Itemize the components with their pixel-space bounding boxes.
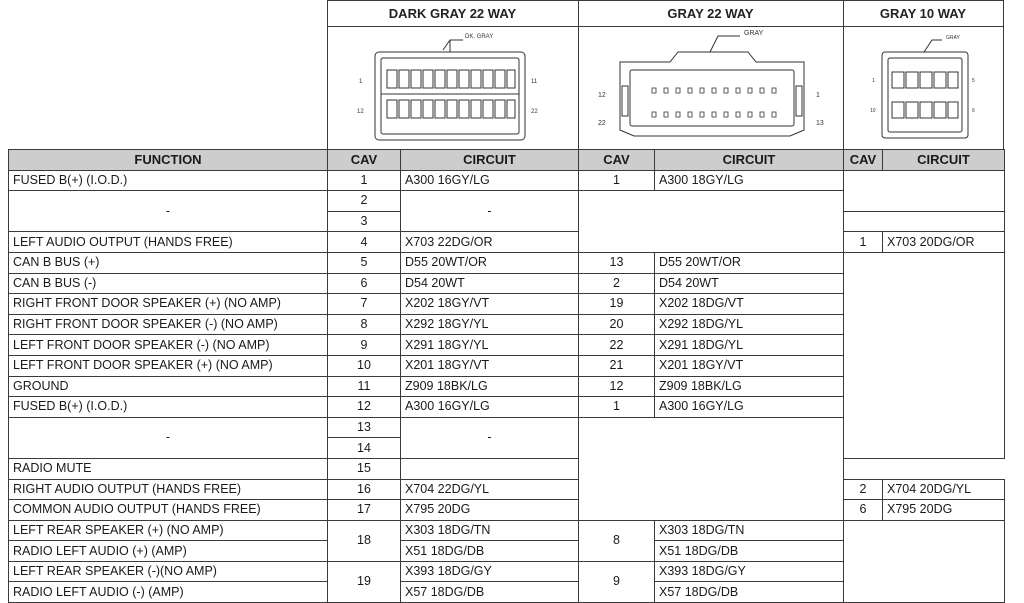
divider-mid — [578, 0, 579, 150]
function-cell: LEFT REAR SPEAKER (-)(NO AMP) — [9, 561, 328, 582]
svg-text:22: 22 — [598, 120, 606, 127]
callout-gray-10: GRAY — [946, 35, 960, 41]
cav-cell: 5 — [328, 252, 401, 273]
table-row — [9, 479, 1005, 500]
cav-cell: 6 — [328, 273, 401, 294]
circuit-cell: X703 20DG/OR — [883, 232, 1005, 253]
circuit-cell: Z909 18BK/LG — [401, 376, 579, 397]
function-cell: GROUND — [9, 376, 328, 397]
header-circuit: CIRCUIT — [401, 150, 579, 171]
cav-cell: 19 — [579, 294, 655, 315]
cav-cell: 1 — [328, 170, 401, 191]
function-cell: RADIO MUTE — [9, 458, 328, 479]
svg-text:1: 1 — [816, 92, 820, 99]
cav-cell: 1 — [579, 170, 655, 191]
connector-diagram-gray-22 — [590, 26, 835, 146]
empty-cell — [844, 520, 1005, 602]
svg-text:5: 5 — [972, 78, 975, 84]
circuit-cell: A300 18GY/LG — [655, 170, 844, 191]
empty-cell — [844, 252, 1005, 458]
svg-text:12: 12 — [598, 92, 606, 99]
cav-cell: 1 — [844, 232, 883, 253]
cav-cell: 3 — [328, 211, 401, 232]
connector-title-dark-gray-22: DARK GRAY 22 WAY — [388, 6, 517, 21]
function-cell: COMMON AUDIO OUTPUT (HANDS FREE) — [9, 500, 328, 521]
cav-cell: 10 — [328, 355, 401, 376]
header-function: FUNCTION — [9, 150, 328, 171]
divider-edge — [1003, 0, 1004, 150]
circuit-cell: X703 22DG/OR — [401, 232, 579, 253]
empty-cell — [844, 170, 1005, 211]
circuit-cell: - — [401, 191, 579, 232]
empty-cell — [579, 191, 844, 253]
circuit-cell: X704 22DG/YL — [401, 479, 579, 500]
circuit-cell: A300 16GY/LG — [401, 170, 579, 191]
circuit-cell: Z909 18BK/LG — [655, 376, 844, 397]
circuit-cell: X201 18GY/VT — [401, 355, 579, 376]
circuit-cell: D54 20WT — [401, 273, 579, 294]
circuit-cell: A300 16GY/LG — [655, 397, 844, 418]
circuit-cell: D55 20WT/OR — [655, 252, 844, 273]
svg-text:11: 11 — [531, 79, 538, 85]
cav-cell: 9 — [579, 561, 655, 602]
circuit-cell: A300 16GY/LG — [401, 397, 579, 418]
circuit-cell: X795 20DG — [401, 500, 579, 521]
connector-title-gray-10: GRAY 10 WAY — [879, 6, 967, 21]
function-cell: LEFT FRONT DOOR SPEAKER (-) (NO AMP) — [9, 335, 328, 356]
table-row — [9, 520, 1005, 541]
pinout-table — [8, 149, 1005, 603]
cav-cell: 22 — [579, 335, 655, 356]
table-row — [9, 232, 1005, 253]
circuit-cell: X393 18DG/GY — [655, 561, 844, 582]
table-row — [9, 458, 1005, 479]
svg-text:13: 13 — [816, 120, 824, 127]
circuit-cell: X292 18DG/YL — [655, 314, 844, 335]
cav-cell: 19 — [328, 561, 401, 602]
svg-text:1: 1 — [872, 78, 875, 84]
table-row — [9, 500, 1005, 521]
circuit-cell: X291 18DG/YL — [655, 335, 844, 356]
circuit-cell: D55 20WT/OR — [401, 252, 579, 273]
circuit-cell: - — [401, 417, 579, 458]
connector-diagram-gray-10 — [862, 30, 990, 145]
function-cell: RADIO LEFT AUDIO (+) (AMP) — [9, 541, 328, 562]
circuit-cell: D54 20WT — [655, 273, 844, 294]
function-cell: LEFT REAR SPEAKER (+) (NO AMP) — [9, 520, 328, 541]
top-border — [327, 0, 1004, 1]
circuit-cell: X51 18DG/DB — [401, 541, 579, 562]
cav-cell: 21 — [579, 355, 655, 376]
header-cav: CAV — [328, 150, 401, 171]
cav-cell: 2 — [844, 479, 883, 500]
function-cell: - — [9, 191, 328, 232]
divider-right — [843, 0, 844, 150]
svg-text:10: 10 — [870, 108, 876, 114]
cav-cell: 8 — [579, 520, 655, 561]
table-row — [9, 170, 1005, 191]
cav-cell: 6 — [844, 500, 883, 521]
divider-left — [327, 0, 328, 150]
circuit-cell: X292 18GY/YL — [401, 314, 579, 335]
cav-cell: 12 — [328, 397, 401, 418]
circuit-cell: X795 20DG — [883, 500, 1005, 521]
function-cell: - — [9, 417, 328, 458]
function-cell: FUSED B(+) (I.O.D.) — [9, 397, 328, 418]
callout-dk-gray: DK. GRAY — [465, 34, 494, 40]
circuit-cell: X303 18DG/TN — [655, 520, 844, 541]
cav-cell: 13 — [328, 417, 401, 438]
circuit-cell: X57 18DG/DB — [655, 582, 844, 603]
function-cell: RIGHT AUDIO OUTPUT (HANDS FREE) — [9, 479, 328, 500]
function-cell: RIGHT FRONT DOOR SPEAKER (+) (NO AMP) — [9, 294, 328, 315]
empty-cell — [844, 211, 1005, 232]
function-cell: RADIO LEFT AUDIO (-) (AMP) — [9, 582, 328, 603]
circuit-cell: X201 18GY/VT — [655, 355, 844, 376]
cav-cell: 1 — [579, 397, 655, 418]
function-cell: CAN B BUS (-) — [9, 273, 328, 294]
function-cell: CAN B BUS (+) — [9, 252, 328, 273]
cav-cell: 11 — [328, 376, 401, 397]
cav-cell: 7 — [328, 294, 401, 315]
circuit-cell: X303 18DG/TN — [401, 520, 579, 541]
cav-cell: 12 — [579, 376, 655, 397]
svg-text:6: 6 — [972, 108, 975, 114]
connector-diagram-dark-gray-22 — [345, 28, 565, 146]
cav-cell: 13 — [579, 252, 655, 273]
table-header-row — [9, 150, 1005, 171]
cav-cell: 14 — [328, 438, 401, 459]
header-circuit: CIRCUIT — [655, 150, 844, 171]
empty-cell — [579, 417, 844, 520]
circuit-cell: X202 18DG/VT — [655, 294, 844, 315]
empty-cell — [401, 458, 579, 479]
table-row — [9, 252, 1005, 273]
svg-text:22: 22 — [531, 109, 538, 115]
circuit-cell: X57 18DG/DB — [401, 582, 579, 603]
cav-cell: 4 — [328, 232, 401, 253]
function-cell: RIGHT FRONT DOOR SPEAKER (-) (NO AMP) — [9, 314, 328, 335]
header-cav: CAV — [579, 150, 655, 171]
connector-title-gray-22: GRAY 22 WAY — [667, 6, 754, 21]
cav-cell: 17 — [328, 500, 401, 521]
cav-cell: 15 — [328, 458, 401, 479]
svg-text:12: 12 — [357, 109, 364, 115]
header-cav: CAV — [844, 150, 883, 171]
callout-gray: GRAY — [744, 30, 764, 37]
svg-text:1: 1 — [359, 79, 363, 85]
function-cell: LEFT FRONT DOOR SPEAKER (+) (NO AMP) — [9, 355, 328, 376]
circuit-cell: X51 18DG/DB — [655, 541, 844, 562]
function-cell: FUSED B(+) (I.O.D.) — [9, 170, 328, 191]
cav-cell: 16 — [328, 479, 401, 500]
circuit-cell: X291 18GY/YL — [401, 335, 579, 356]
cav-cell: 20 — [579, 314, 655, 335]
circuit-cell: X202 18GY/VT — [401, 294, 579, 315]
cav-cell: 8 — [328, 314, 401, 335]
cav-cell: 2 — [328, 191, 401, 212]
function-cell: LEFT AUDIO OUTPUT (HANDS FREE) — [9, 232, 328, 253]
circuit-cell: X704 20DG/YL — [883, 479, 1005, 500]
cav-cell: 18 — [328, 520, 401, 561]
header-circuit: CIRCUIT — [883, 150, 1005, 171]
cav-cell: 9 — [328, 335, 401, 356]
cav-cell: 2 — [579, 273, 655, 294]
circuit-cell: X393 18DG/GY — [401, 561, 579, 582]
